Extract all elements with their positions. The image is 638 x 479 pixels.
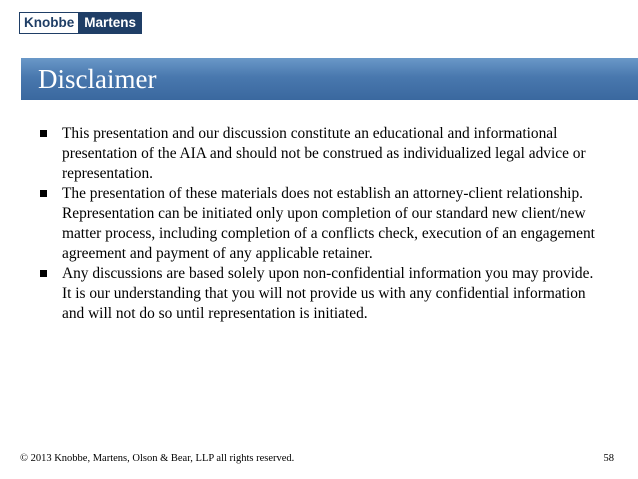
bullet-item-no-attorney-client (0, 184, 602, 264)
company-logo (19, 12, 142, 34)
logo-right-word: Martens (79, 12, 142, 34)
bullet-text: Any discussions are based solely upon non-confidential information you may provide. It is our understanding that you will not provide us with any confidential information and will not do so until representation is initiated. (62, 265, 594, 322)
square-bullet-icon (40, 270, 47, 277)
bullet-text: This presentation and our discussion constitute an educational and informational presentation of the AIA and should not be construed as individualized legal advice or representation. (62, 125, 586, 182)
square-bullet-icon (40, 190, 47, 197)
page-number: 58 (603, 453, 614, 464)
bullet-list (0, 124, 638, 324)
bullet-item-non-confidential (0, 264, 602, 324)
square-bullet-icon (40, 130, 47, 137)
bullet-text: The presentation of these materials does not establish an attorney-client relationship. Representation can be initiated only upon completion of our standard new client/new matter process, including completion of a conflicts check, execution of an engagement agreement and payment of any applicable retainer. (62, 185, 595, 262)
logo-left-word: Knobbe (19, 12, 79, 34)
bullet-item-disclaimer-educational (0, 124, 602, 184)
footer-copyright: © 2013 Knobbe, Martens, Olson & Bear, LLP all rights reserved. (20, 453, 295, 464)
slide-title: Disclaimer (38, 64, 157, 94)
